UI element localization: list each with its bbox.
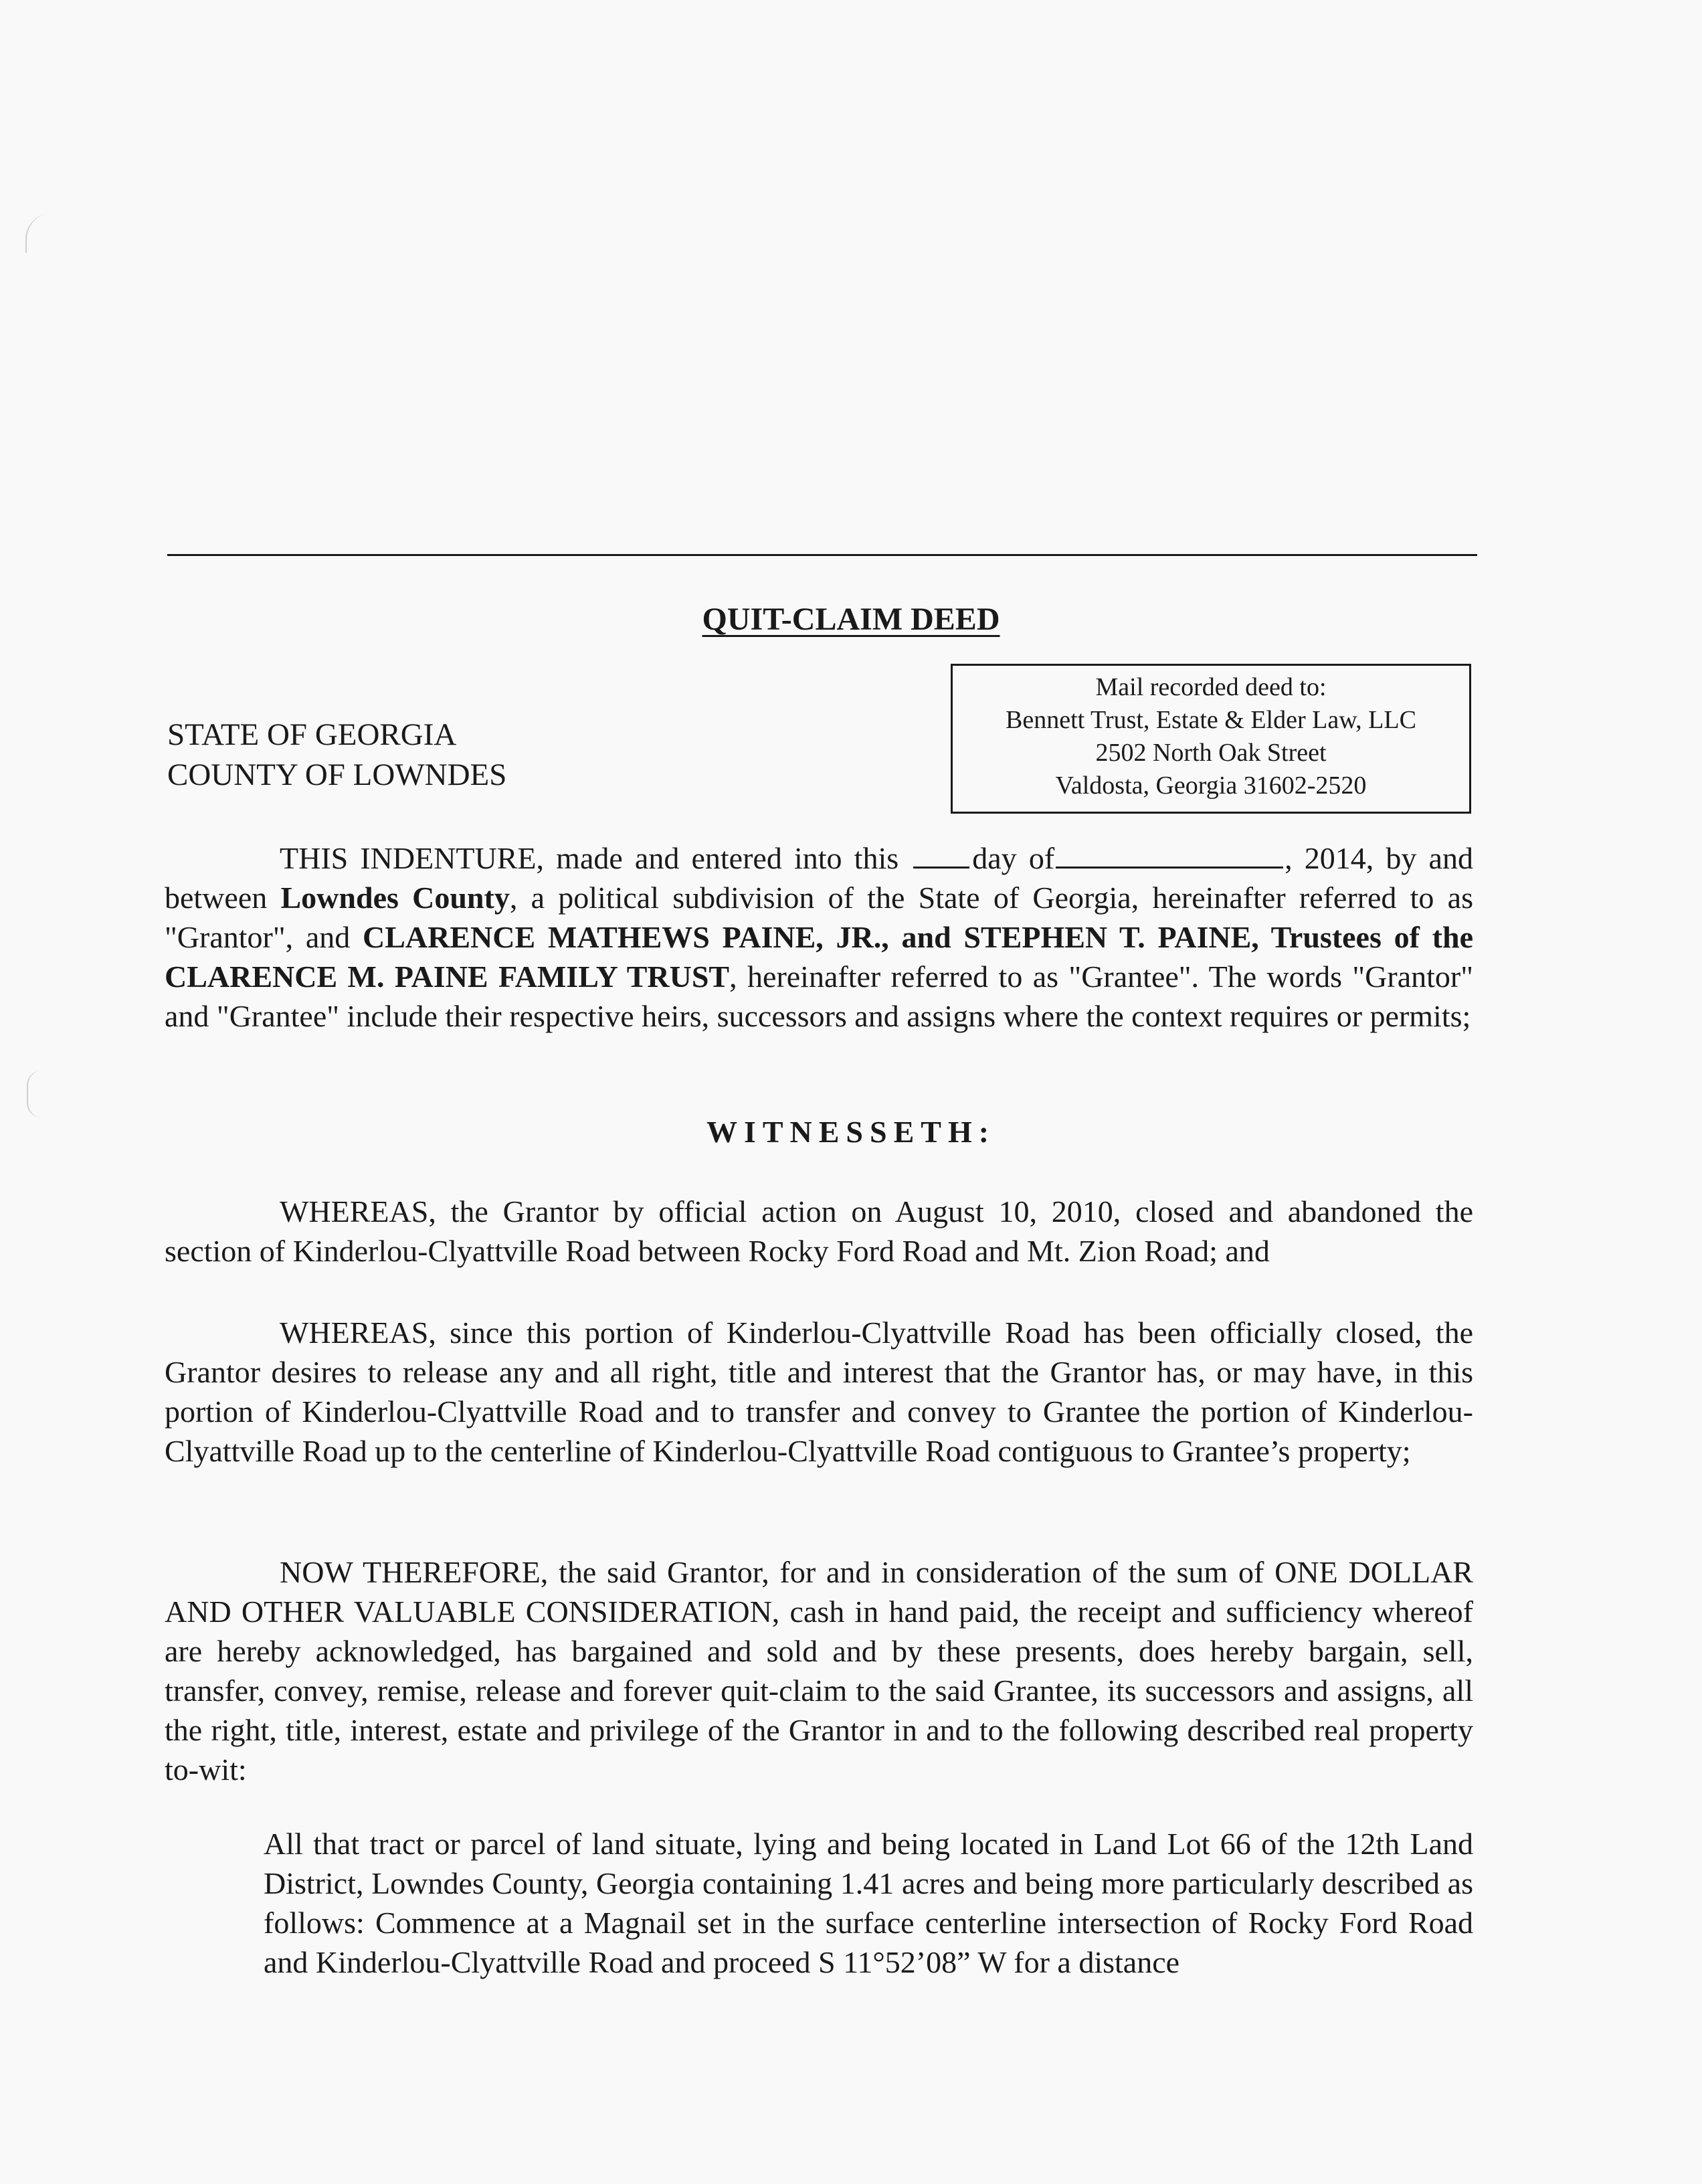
indenture-text: , hereinafter referred to as "Grantee". The words "Grantor" and "Grantee" include their respective heirs, successors and assigns where the context requires or permits;: [165, 960, 1473, 1033]
mail-box-line: 2502 North Oak Street: [1095, 739, 1327, 767]
land-description-paragraph: All that tract or parcel of land situate, lying and being located in Land Lot 66 of the 12th Land District, Lowndes County, Georgia containing 1.41 acres and being more particularly described as follows: Commence at a Magnail set in the surface centerline intersection of Rocky Ford Road and Kinderlou-Clyattville Road and proceed S 11°52’08” W for a distance: [264, 1827, 1473, 1979]
month-blank: [1056, 840, 1283, 869]
mail-recorded-deed-box: [951, 664, 1471, 814]
indenture-text: , 2014, by and between: [165, 841, 1473, 915]
jurisdiction-block: [167, 715, 506, 795]
mail-box-line: Bennett Trust, Estate & Elder Law, LLC: [1006, 706, 1416, 734]
now-therefore-paragraph: NOW THEREFORE, the said Grantor, for and in consideration of the sum of ONE DOLLAR AND OTHER VALUABLE CONSIDERATION, cash in hand paid, the receipt and sufficiency whereof are hereby acknowledged, has bargained and sold and by these presents, does hereby bargain, sell, transfer, convey, remise, release and forever quit-claim to the said Grantee, its successors and assigns, all the right, title, interest, estate and privilege of the Grantor in and to the following described real property to-wit:: [165, 1555, 1473, 1787]
mail-box-line: Valdosta, Georgia 31602-2520: [1055, 771, 1367, 800]
grantee-names: CLARENCE MATHEWS PAINE, JR., and STEPHEN T. PAINE, Trustees of the CLARENCE M. PAINE FAMILY TRUST: [165, 920, 1473, 994]
mail-box-line: Mail recorded deed to:: [1095, 673, 1327, 701]
county-label: COUNTY OF LOWNDES: [167, 757, 507, 792]
indenture-paragraph: [165, 838, 1473, 1036]
scan-edge-mark: [25, 213, 60, 253]
indenture-text: , a political subdivision of the State of Georgia, hereinafter referred to as "Grantor", and: [165, 881, 1473, 954]
document-title: QUIT-CLAIM DEED: [702, 602, 1000, 637]
indenture-text: day of: [972, 841, 1055, 875]
top-rule: [167, 554, 1477, 556]
grantor-name: Lowndes County: [280, 881, 510, 915]
state-label: STATE OF GEORGIA: [167, 717, 457, 752]
indenture-text: THIS INDENTURE, made and entered into this: [280, 841, 899, 875]
witnesseth-heading: WITNESSETH:: [706, 1115, 996, 1149]
day-blank: [913, 840, 969, 869]
whereas-paragraph-2: WHEREAS, since this portion of Kinderlou-Clyattville Road has been officially closed, the Grantor desires to release any and all right, title and interest that the Grantor has, or may have, in this portion of Kinderlou-Clyattville Road and to transfer and convey to Grantee the portion of Kinderlou-Clyattville Road up to the centerline of Kinderlou-Clyattville Road contiguous to Grantee’s property;: [165, 1315, 1473, 1468]
whereas-paragraph-1: WHEREAS, the Grantor by official action on August 10, 2010, closed and abandoned the section of Kinderlou-Clyattville Road between Rocky Ford Road and Mt. Zion Road; and: [165, 1194, 1473, 1268]
scan-edge-mark: [27, 1071, 41, 1117]
